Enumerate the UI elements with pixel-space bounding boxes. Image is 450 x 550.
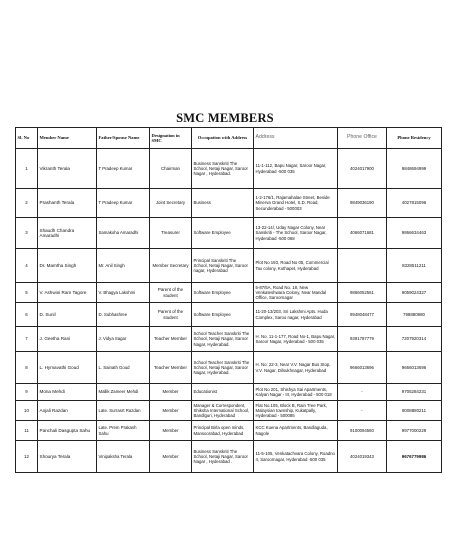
cell-designation: Teacher Member [150,352,192,384]
table-row [16,401,442,421]
header-sl-no: Sl. No [16,128,38,149]
table-row [16,303,442,327]
cell-address: 11-1-112, Bapu Nagar, Saroor Nagar, Hyderabad -500 035 [254,149,338,189]
cell-father-name: D. Subhashree [97,303,150,327]
cell-address: H. No: 22-3, Near V.V. Nagar Bus Stop, V.V. Nagar, Dilsukhnagar, Hyderabad [254,352,338,384]
cell-phone-office [338,249,387,283]
cell-sl-no: 2 [16,189,38,218]
cell-member-name: Vikranth Terala [38,149,97,189]
cell-phone-office: - [338,384,387,401]
header-occupation: Occupation with Address [192,128,254,149]
cell-occupation: Business Sanskriti The School, Netaji Nagar, Saroor Nagar , Hyderabad. [192,149,254,189]
header-designation: Designation in SMC [150,128,192,149]
cell-address: 5-87/5A, Road No. 18, New Venkateshwara Colony, Near Mandal Office, Saroornagar [254,283,338,303]
cell-address: Plot No 201, Shishya Sai Apartments, Kalyan Nagar - III, Hyderabad - 500 018 [254,384,338,401]
cell-sl-no: 6 [16,303,38,327]
cell-sl-no: 10 [16,401,38,421]
header-address: Address [254,128,338,149]
header-phone-residency: Phone Residency [387,128,442,149]
cell-occupation: Manager & Correspondent, Shiksha International School, Bandlguri, Hyderabad [192,401,254,421]
cell-phone-residency: 798880980 [387,303,442,327]
cell-sl-no: 11 [16,421,38,441]
cell-occupation: School Teacher Sanskriti The School, Netaji Nagar, Saroor Nagar, Hyderabad. [192,352,254,384]
cell-phone-office: 9100094560 [338,421,387,441]
cell-designation: Treasurer [150,218,192,249]
table-body [16,149,442,473]
cell-member-name: L. Hymavathi Goud [38,352,97,384]
cell-phone-office: - [338,401,387,421]
header-phone-office: Phone Office [338,128,387,149]
table-row [16,283,442,303]
cell-father-name: T Pradeep Kumar [97,149,150,189]
cell-father-name: T Pradeep Kumar [97,189,150,218]
cell-occupation: Software Employee [192,303,254,327]
cell-father-name: Late. Prem Prakash Sahu [97,421,150,441]
cell-address: Plot No 193, Road No 05, Commercial Tax colony, Kothapet, Hyderabad [254,249,338,283]
cell-sl-no: 1 [16,149,38,189]
cell-member-name: Shaudh Chandra Amaradhi [38,218,97,249]
cell-designation: Member [150,384,192,401]
cell-address: 1-2-176/1, Rajamahalae Street, Beside Minerva Grand Hotel, S.D. Road, Secunderabad - 500003 [254,189,338,218]
cell-phone-residency: 9666013696 [387,352,442,384]
cell-sl-no: 8 [16,352,38,384]
cell-designation: Joint Secretary [150,189,192,218]
table-row [16,149,442,189]
cell-member-name: V. Ashwini Ram Tagore [38,283,97,303]
cell-phone-office: 9948048477 [338,303,387,327]
cell-phone-office: 9849036190 [338,189,387,218]
cell-father-name: Samakoha Amaradhi [97,218,150,249]
cell-address: 13-22-14/, Uday Nagar Colony, Near Sanskriti - The School, Saroor Nagar, Hyderabad -500 068 [254,218,338,249]
cell-address: KCC Kuena Apartments, Bandlaguda, Nagole [254,421,338,441]
cell-occupation: Business Sanskriti The School, Netaji Nagar, Saroor Nagar , Hyderabad . [192,441,254,473]
cell-phone-residency: 7207920314 [387,327,442,352]
members-table [15,127,442,473]
cell-phone-residency: 9977000229 [387,421,442,441]
cell-phone-residency: 9676779986 [387,441,442,473]
table-row [16,218,442,249]
cell-designation: Member [150,401,192,421]
table-row [16,249,442,283]
cell-phone-residency: 8008880211 [387,401,442,421]
cell-address: Flat No.105, Block B, Rain Tree Park, Malaysian township, Kukatpally, Hyderabad - 500085 [254,401,338,421]
cell-father-name: V. Bhagya Lakshmi [97,283,150,303]
cell-father-name: Vinipaksha Terala [97,441,150,473]
cell-sl-no: 9 [16,384,38,401]
cell-father-name: Mr. Anil Singh [97,249,150,283]
cell-phone-residency: 9059024327 [387,283,442,303]
table-row [16,327,442,352]
cell-sl-no: 4 [16,249,38,283]
cell-father-name: Late. Surrasrt Razdan [97,401,150,421]
cell-phone-office: 9666013696 [338,352,387,384]
cell-occupation: Software Employee [192,283,254,303]
page-title: SMC MEMBERS [176,111,274,125]
cell-member-name: Mona Mehdi [38,384,97,401]
table-row [16,352,442,384]
cell-occupation: Software Employee [192,218,254,249]
cell-sl-no: 12 [16,441,38,473]
cell-father-name: J. Vidya Sagar [97,327,150,352]
cell-father-name: L. Sainath Goud [97,352,150,384]
cell-member-name: D. Sunil [38,303,97,327]
cell-occupation: Principal Birla open minds, Mansoorabad, Hyderabad [192,421,254,441]
table-row [16,441,442,473]
cell-father-name: Mallik Zameer Mehdi [97,384,150,401]
cell-phone-office: 9391787779 [338,327,387,352]
cell-address: 11-5-105, Venkatachvara Colony, Roadno 4, Saroornagar, Hyderabad -500 035 [254,441,338,473]
cell-designation: Parent of the student [150,283,192,303]
cell-member-name: Prashanth Terala [38,189,97,218]
cell-sl-no: 7 [16,327,38,352]
cell-address: H. No. 11-1-177, Road No-1, Bapu Nagar, Saroor Nagar, Hyderabad - 500 035 [254,327,338,352]
cell-designation: Parent of the student [150,303,192,327]
table-row [16,421,442,441]
cell-member-name: Anjali Razdan [38,401,97,421]
cell-phone-residency: 8328511211 [387,249,442,283]
header-father-spouse-name: Father/Spouse Name [97,128,150,149]
cell-phone-residency: 9705284231 [387,384,442,401]
cell-member-name: Dr. Mamtha Singh [38,249,97,283]
table-row [16,189,442,218]
cell-phone-residency: 4027815096 [387,189,442,218]
cell-address: 11-20-13/203, Sri Lakshmi Apts. Huda Complex, Saroo nagar, Hyderabad [254,303,338,327]
header-member-name: Member Name [38,128,97,149]
cell-designation: Member Secretary [150,249,192,283]
cell-occupation: Business [192,189,254,218]
cell-designation: Member [150,421,192,441]
cell-phone-residency: 9866634463 [387,218,442,249]
cell-occupation: School Teacher Sanskriti The School, Netaji Nagar, Saroor Nagar, Hyderabad. [192,327,254,352]
cell-phone-office: 4066071681 [338,218,387,249]
cell-phone-office: 9866052561 [338,283,387,303]
cell-sl-no: 5 [16,283,38,303]
cell-phone-residency: 9848694999 [387,149,442,189]
cell-designation: Chairman [150,149,192,189]
table-header-row [16,128,442,149]
cell-occupation: Educationist [192,384,254,401]
cell-member-name: J. Geetha Rani [38,327,97,352]
cell-phone-office: 4024019343 [338,441,387,473]
table-row [16,384,442,401]
cell-designation: Teacher Member [150,327,192,352]
cell-sl-no: 3 [16,218,38,249]
cell-designation: Member [150,441,192,473]
cell-occupation: Principal Sanskriti The School, Netaji Nagar, Saroor nagar, Hyderabad [192,249,254,283]
cell-member-name: Shourya Terala [38,441,97,473]
cell-member-name: Panchali Dasgupta Sahu [38,421,97,441]
cell-phone-office: 4024017900 [338,149,387,189]
